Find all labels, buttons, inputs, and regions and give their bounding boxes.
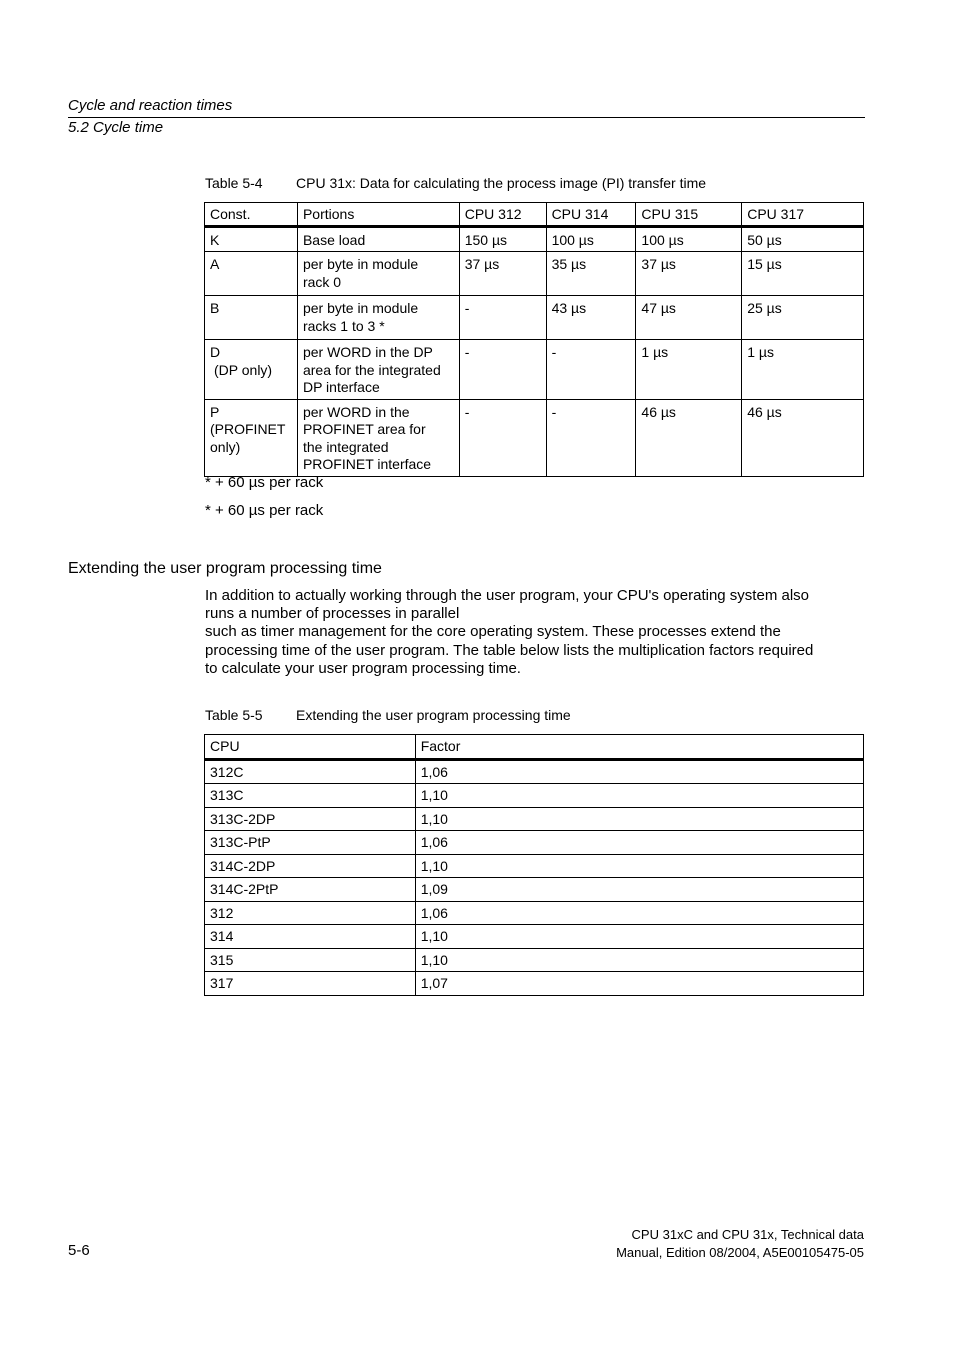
column-header: CPU 315 [636, 203, 742, 227]
factor-cell: 1,10 [415, 807, 863, 831]
paragraph-line: processing time of the user program. The table below lists the multiplication factors required [205, 641, 814, 659]
const-cell: A [205, 252, 298, 296]
portions-cell: per WORD in the PROFINET area for the integrated PROFINET interface [297, 399, 459, 476]
cpu-cell: 314C-2PtP [205, 878, 416, 902]
section-title: 5.2 Cycle time [68, 119, 164, 136]
column-header: CPU 312 [459, 203, 546, 227]
cpu-cell: 315 [205, 948, 416, 972]
factor-cell: 1,10 [415, 784, 863, 808]
table2-caption [205, 707, 571, 723]
const-cell: D (DP only) [205, 340, 298, 400]
cpu317-cell: 15 µs [742, 252, 864, 296]
column-header: Const. [205, 203, 298, 227]
cpu314-cell: - [546, 340, 636, 400]
table-row [205, 831, 864, 855]
cpu312-cell: - [459, 296, 546, 340]
cpu-cell: 313C [205, 784, 416, 808]
table-row [205, 854, 864, 878]
cpu312-cell: 150 µs [459, 226, 546, 252]
cpu314-cell: 43 µs [546, 296, 636, 340]
table-row [205, 759, 864, 784]
table-row [205, 252, 864, 296]
table2-caption-number: Table 5-5 [205, 707, 263, 723]
cpu317-cell: 50 µs [742, 226, 864, 252]
cpu-cell: 312 [205, 901, 416, 925]
table-row [205, 972, 864, 996]
column-header: CPU 314 [546, 203, 636, 227]
body-paragraph [205, 587, 865, 678]
cpu314-cell: 100 µs [546, 226, 636, 252]
table1-caption-number: Table 5-4 [205, 175, 263, 191]
cpu-cell: 314 [205, 925, 416, 949]
table-row [205, 948, 864, 972]
table-row [205, 226, 864, 252]
cpu-cell: 312C [205, 759, 416, 784]
paragraph-line: In addition to actually working through the user program, your CPU's operating system also [205, 587, 809, 604]
processing-time-factor-table [204, 734, 864, 996]
document-footer [616, 1226, 864, 1262]
cpu315-cell: 100 µs [636, 226, 742, 252]
factor-cell: 1,06 [415, 831, 863, 855]
page-number: 5-6 [68, 1242, 90, 1259]
const-cell: K [205, 226, 298, 252]
column-header: Portions [297, 203, 459, 227]
cpu317-cell: 1 µs [742, 340, 864, 400]
document-title: CPU 31xC and CPU 31x, Technical data [631, 1227, 864, 1242]
table-row [205, 878, 864, 902]
header-rule [68, 117, 865, 118]
table-header-row [205, 203, 864, 227]
table1-footnote: * + 60 µs per rack [205, 474, 324, 491]
cpu317-cell: 25 µs [742, 296, 864, 340]
const-cell: B [205, 296, 298, 340]
factor-cell: 1,10 [415, 925, 863, 949]
table-row [205, 807, 864, 831]
running-header [68, 95, 865, 139]
cpu315-cell: 46 µs [636, 399, 742, 476]
cpu315-cell: 47 µs [636, 296, 742, 340]
table-row [205, 340, 864, 400]
factor-cell: 1,06 [415, 901, 863, 925]
paragraph-line: to calculate your user program processing time. [205, 659, 521, 677]
column-header: CPU 317 [742, 203, 864, 227]
portions-cell: per byte in module racks 1 to 3 * [297, 296, 459, 340]
column-header: CPU [205, 735, 416, 760]
table1-caption-text: CPU 31x: Data for calculating the process image (PI) transfer time [296, 175, 707, 191]
factor-cell: 1,09 [415, 878, 863, 902]
portions-cell: per WORD in the DP area for the integrated DP interface [297, 340, 459, 400]
const-cell: P (PROFINET only) [205, 399, 298, 476]
cpu314-cell: 35 µs [546, 252, 636, 296]
table-row [205, 784, 864, 808]
cpu-cell: 313C-PtP [205, 831, 416, 855]
table1-caption [205, 175, 706, 191]
table-row [205, 925, 864, 949]
table1-footnote: * + 60 µs per rack [205, 502, 324, 519]
paragraph-line: runs a number of processes in parallel [205, 605, 460, 623]
table2-caption-text: Extending the user program processing time [296, 707, 571, 723]
paragraph-line: such as timer management for the core operating system. These processes extend the [205, 623, 781, 641]
table-header-row [205, 735, 864, 760]
cpu312-cell: - [459, 399, 546, 476]
factor-cell: 1,07 [415, 972, 863, 996]
cpu-cell: 317 [205, 972, 416, 996]
table-row [205, 399, 864, 476]
cpu317-cell: 46 µs [742, 399, 864, 476]
portions-cell: per byte in module rack 0 [297, 252, 459, 296]
pi-transfer-time-table [204, 202, 864, 477]
factor-cell: 1,06 [415, 759, 863, 784]
cpu315-cell: 37 µs [636, 252, 742, 296]
cpu-cell: 313C-2DP [205, 807, 416, 831]
column-header: Factor [415, 735, 863, 760]
factor-cell: 1,10 [415, 854, 863, 878]
cpu312-cell: 37 µs [459, 252, 546, 296]
section-heading: Extending the user program processing time [68, 560, 382, 577]
cpu314-cell: - [546, 399, 636, 476]
table-row [205, 901, 864, 925]
cpu315-cell: 1 µs [636, 340, 742, 400]
chapter-title: Cycle and reaction times [68, 97, 233, 114]
cpu312-cell: - [459, 340, 546, 400]
cpu-cell: 314C-2DP [205, 854, 416, 878]
table-row [205, 296, 864, 340]
portions-cell: Base load [297, 226, 459, 252]
factor-cell: 1,10 [415, 948, 863, 972]
document-edition: Manual, Edition 08/2004, A5E00105475-05 [616, 1245, 864, 1260]
